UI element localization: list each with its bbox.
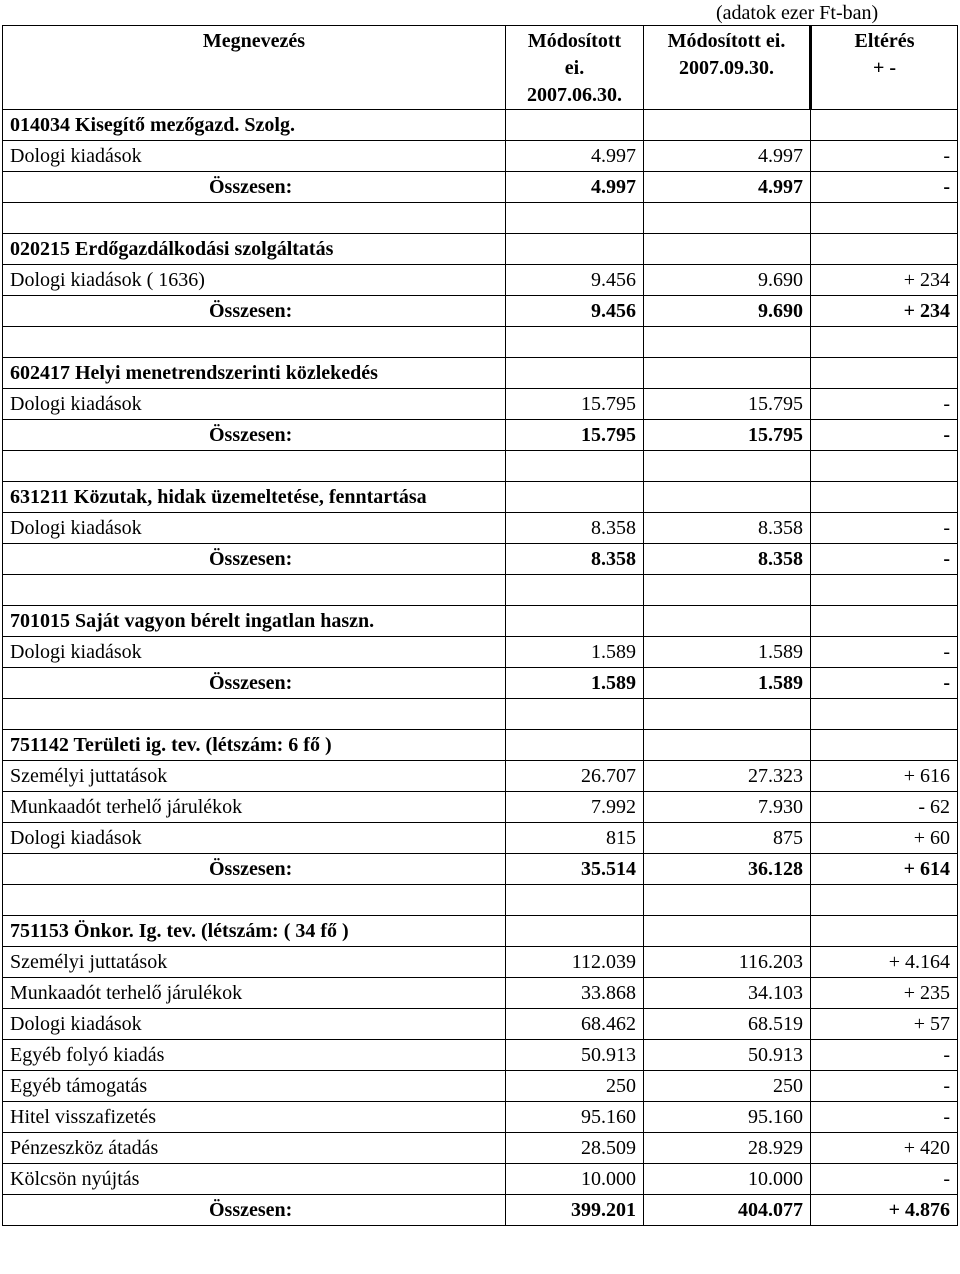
- line-item-v2: 7.930: [644, 792, 811, 823]
- line-item-v1: 250: [506, 1071, 644, 1102]
- line-item-diff: -: [811, 1102, 958, 1133]
- total-row: [3, 854, 958, 885]
- total-v1: 35.514: [506, 854, 644, 885]
- spacer-row: [3, 451, 958, 482]
- section-title-row: [3, 234, 958, 265]
- line-item-v1: 26.707: [506, 761, 644, 792]
- total-v1: 4.997: [506, 172, 644, 203]
- line-item-v2: 50.913: [644, 1040, 811, 1071]
- total-v1: 8.358: [506, 544, 644, 575]
- section-empty-cell: [644, 482, 811, 513]
- total-label: Összesen:: [3, 172, 506, 203]
- line-item-v1: 95.160: [506, 1102, 644, 1133]
- line-item-diff: -: [811, 513, 958, 544]
- line-item-v1: 8.358: [506, 513, 644, 544]
- spacer-cell: [506, 575, 644, 606]
- total-v1: 15.795: [506, 420, 644, 451]
- line-item-diff: + 234: [811, 265, 958, 296]
- spacer-row: [3, 885, 958, 916]
- line-item-v2: 15.795: [644, 389, 811, 420]
- section-title: 020215 Erdőgazdálkodási szolgáltatás: [3, 234, 506, 265]
- total-label: Összesen:: [3, 668, 506, 699]
- section-empty-cell: [644, 916, 811, 947]
- line-item-name: Dologi kiadások ( 1636): [3, 265, 506, 296]
- header-col1: [506, 26, 644, 110]
- line-item-v1: 4.997: [506, 141, 644, 172]
- line-item-v2: 4.997: [644, 141, 811, 172]
- header-col2-line1: Módosított ei.: [667, 30, 786, 52]
- line-item-diff: + 4.164: [811, 947, 958, 978]
- line-item-v2: 27.323: [644, 761, 811, 792]
- line-item-name: Pénzeszköz átadás: [3, 1133, 506, 1164]
- line-item-diff: + 420: [811, 1133, 958, 1164]
- spacer-cell: [811, 451, 958, 482]
- total-row: [3, 172, 958, 203]
- spacer-cell: [644, 451, 811, 482]
- header-col1-line2: ei.: [564, 57, 585, 79]
- section-empty-cell: [644, 110, 811, 141]
- total-v2: 9.690: [644, 296, 811, 327]
- header-row: [3, 26, 958, 110]
- line-item-name: Egyéb folyó kiadás: [3, 1040, 506, 1071]
- header-name-text: Megnevezés: [202, 30, 306, 52]
- section-title-row: [3, 730, 958, 761]
- section-empty-cell: [811, 234, 958, 265]
- spacer-cell: [3, 699, 506, 730]
- line-item-v2: 34.103: [644, 978, 811, 1009]
- spacer-cell: [811, 885, 958, 916]
- line-item-diff: + 235: [811, 978, 958, 1009]
- total-row: [3, 420, 958, 451]
- section-title-row: [3, 482, 958, 513]
- total-v1: 1.589: [506, 668, 644, 699]
- section-empty-cell: [811, 730, 958, 761]
- total-label: Összesen:: [3, 296, 506, 327]
- section-title-row: [3, 606, 958, 637]
- section-title: 631211 Közutak, hidak üzemeltetése, fenntartása: [3, 482, 506, 513]
- line-item-diff: -: [811, 637, 958, 668]
- budget-table: [2, 25, 958, 1226]
- line-item-name: Egyéb támogatás: [3, 1071, 506, 1102]
- line-item-v1: 15.795: [506, 389, 644, 420]
- header-col1-line1: Módosított: [527, 30, 622, 52]
- line-item-row: [3, 1040, 958, 1071]
- section-title: 751142 Területi ig. tev. (létszám: 6 fő ): [3, 730, 506, 761]
- line-item-name: Munkaadót terhelő járulékok: [3, 792, 506, 823]
- total-v2: 15.795: [644, 420, 811, 451]
- line-item-v2: 116.203: [644, 947, 811, 978]
- section-empty-cell: [811, 482, 958, 513]
- section-empty-cell: [506, 730, 644, 761]
- header-name: [3, 26, 506, 110]
- total-label: Összesen:: [3, 420, 506, 451]
- unit-note: (adatok ezer Ft-ban): [716, 2, 879, 24]
- total-diff: + 614: [811, 854, 958, 885]
- line-item-row: [3, 823, 958, 854]
- line-item-name: Kölcsön nyújtás: [3, 1164, 506, 1195]
- line-item-diff: + 57: [811, 1009, 958, 1040]
- line-item-v2: 875: [644, 823, 811, 854]
- section-empty-cell: [644, 606, 811, 637]
- spacer-cell: [3, 885, 506, 916]
- spacer-cell: [506, 699, 644, 730]
- section-empty-cell: [506, 482, 644, 513]
- line-item-name: Dologi kiadások: [3, 637, 506, 668]
- section-title: 014034 Kisegítő mezőgazd. Szolg.: [3, 110, 506, 141]
- line-item-row: [3, 1071, 958, 1102]
- line-item-v1: 1.589: [506, 637, 644, 668]
- section-empty-cell: [811, 606, 958, 637]
- total-v2: 4.997: [644, 172, 811, 203]
- total-row: [3, 668, 958, 699]
- line-item-diff: -: [811, 1164, 958, 1195]
- header-col2-line2: 2007.09.30.: [679, 57, 774, 79]
- spacer-cell: [506, 327, 644, 358]
- line-item-row: [3, 1102, 958, 1133]
- line-item-row: [3, 637, 958, 668]
- total-label: Összesen:: [3, 1195, 506, 1226]
- total-v1: 9.456: [506, 296, 644, 327]
- total-label: Összesen:: [3, 854, 506, 885]
- line-item-name: Dologi kiadások: [3, 513, 506, 544]
- section-empty-cell: [811, 358, 958, 389]
- section-title-row: [3, 110, 958, 141]
- line-item-v2: 9.690: [644, 265, 811, 296]
- section-empty-cell: [506, 358, 644, 389]
- spacer-cell: [3, 327, 506, 358]
- total-v2: 404.077: [644, 1195, 811, 1226]
- spacer-cell: [3, 203, 506, 234]
- spacer-cell: [506, 885, 644, 916]
- line-item-v1: 28.509: [506, 1133, 644, 1164]
- section-empty-cell: [644, 358, 811, 389]
- line-item-row: [3, 792, 958, 823]
- line-item-row: [3, 265, 958, 296]
- spacer-cell: [644, 699, 811, 730]
- header-col3-line1: Eltérés: [854, 30, 915, 52]
- line-item-row: [3, 761, 958, 792]
- spacer-row: [3, 203, 958, 234]
- spacer-cell: [506, 203, 644, 234]
- section-empty-cell: [506, 234, 644, 265]
- line-item-row: [3, 513, 958, 544]
- line-item-diff: -: [811, 389, 958, 420]
- section-title: 602417 Helyi menetrendszerinti közlekedés: [3, 358, 506, 389]
- line-item-v1: 33.868: [506, 978, 644, 1009]
- line-item-v1: 112.039: [506, 947, 644, 978]
- total-v2: 36.128: [644, 854, 811, 885]
- total-diff: -: [811, 544, 958, 575]
- section-title-row: [3, 916, 958, 947]
- line-item-diff: - 62: [811, 792, 958, 823]
- line-item-row: [3, 978, 958, 1009]
- section-empty-cell: [506, 916, 644, 947]
- line-item-v2: 250: [644, 1071, 811, 1102]
- spacer-cell: [3, 575, 506, 606]
- total-v2: 8.358: [644, 544, 811, 575]
- spacer-cell: [644, 885, 811, 916]
- header-col3-line2: + -: [872, 57, 897, 79]
- spacer-cell: [3, 451, 506, 482]
- line-item-name: Dologi kiadások: [3, 1009, 506, 1040]
- total-row: [3, 1195, 958, 1226]
- total-diff: -: [811, 668, 958, 699]
- line-item-row: [3, 1133, 958, 1164]
- total-diff: + 234: [811, 296, 958, 327]
- section-empty-cell: [811, 110, 958, 141]
- spacer-row: [3, 699, 958, 730]
- header-col1-line3: 2007.06.30.: [527, 84, 622, 106]
- header-col2: [644, 26, 811, 110]
- total-row: [3, 296, 958, 327]
- line-item-v1: 50.913: [506, 1040, 644, 1071]
- section-empty-cell: [811, 916, 958, 947]
- line-item-v2: 8.358: [644, 513, 811, 544]
- total-diff: -: [811, 172, 958, 203]
- line-item-row: [3, 141, 958, 172]
- section-empty-cell: [644, 234, 811, 265]
- total-v2: 1.589: [644, 668, 811, 699]
- spacer-row: [3, 575, 958, 606]
- line-item-v2: 1.589: [644, 637, 811, 668]
- spacer-cell: [644, 575, 811, 606]
- section-title-row: [3, 358, 958, 389]
- line-item-v2: 28.929: [644, 1133, 811, 1164]
- line-item-name: Személyi juttatások: [3, 947, 506, 978]
- line-item-diff: -: [811, 1040, 958, 1071]
- total-row: [3, 544, 958, 575]
- line-item-v2: 95.160: [644, 1102, 811, 1133]
- line-item-v1: 7.992: [506, 792, 644, 823]
- line-item-diff: -: [811, 1071, 958, 1102]
- line-item-name: Dologi kiadások: [3, 389, 506, 420]
- spacer-cell: [811, 699, 958, 730]
- line-item-v2: 10.000: [644, 1164, 811, 1195]
- section-empty-cell: [644, 730, 811, 761]
- section-title: 701015 Saját vagyon bérelt ingatlan haszn.: [3, 606, 506, 637]
- spacer-cell: [811, 327, 958, 358]
- spacer-cell: [811, 575, 958, 606]
- section-empty-cell: [506, 110, 644, 141]
- total-label: Összesen:: [3, 544, 506, 575]
- line-item-row: [3, 1164, 958, 1195]
- spacer-cell: [644, 327, 811, 358]
- line-item-diff: -: [811, 141, 958, 172]
- spacer-cell: [644, 203, 811, 234]
- header-col3: [811, 26, 958, 110]
- line-item-name: Hitel visszafizetés: [3, 1102, 506, 1133]
- line-item-v2: 68.519: [644, 1009, 811, 1040]
- line-item-row: [3, 947, 958, 978]
- total-diff: + 4.876: [811, 1195, 958, 1226]
- line-item-name: Dologi kiadások: [3, 823, 506, 854]
- line-item-name: Dologi kiadások: [3, 141, 506, 172]
- line-item-row: [3, 1009, 958, 1040]
- line-item-name: Személyi juttatások: [3, 761, 506, 792]
- total-v1: 399.201: [506, 1195, 644, 1226]
- spacer-cell: [506, 451, 644, 482]
- line-item-diff: + 616: [811, 761, 958, 792]
- line-item-name: Munkaadót terhelő járulékok: [3, 978, 506, 1009]
- total-diff: -: [811, 420, 958, 451]
- spacer-row: [3, 327, 958, 358]
- section-title: 751153 Önkor. Ig. tev. (létszám: ( 34 fő ): [3, 916, 506, 947]
- line-item-v1: 815: [506, 823, 644, 854]
- line-item-row: [3, 389, 958, 420]
- budget-table-body: [3, 26, 958, 1226]
- spacer-cell: [811, 203, 958, 234]
- section-empty-cell: [506, 606, 644, 637]
- line-item-diff: + 60: [811, 823, 958, 854]
- line-item-v1: 68.462: [506, 1009, 644, 1040]
- line-item-v1: 10.000: [506, 1164, 644, 1195]
- line-item-v1: 9.456: [506, 265, 644, 296]
